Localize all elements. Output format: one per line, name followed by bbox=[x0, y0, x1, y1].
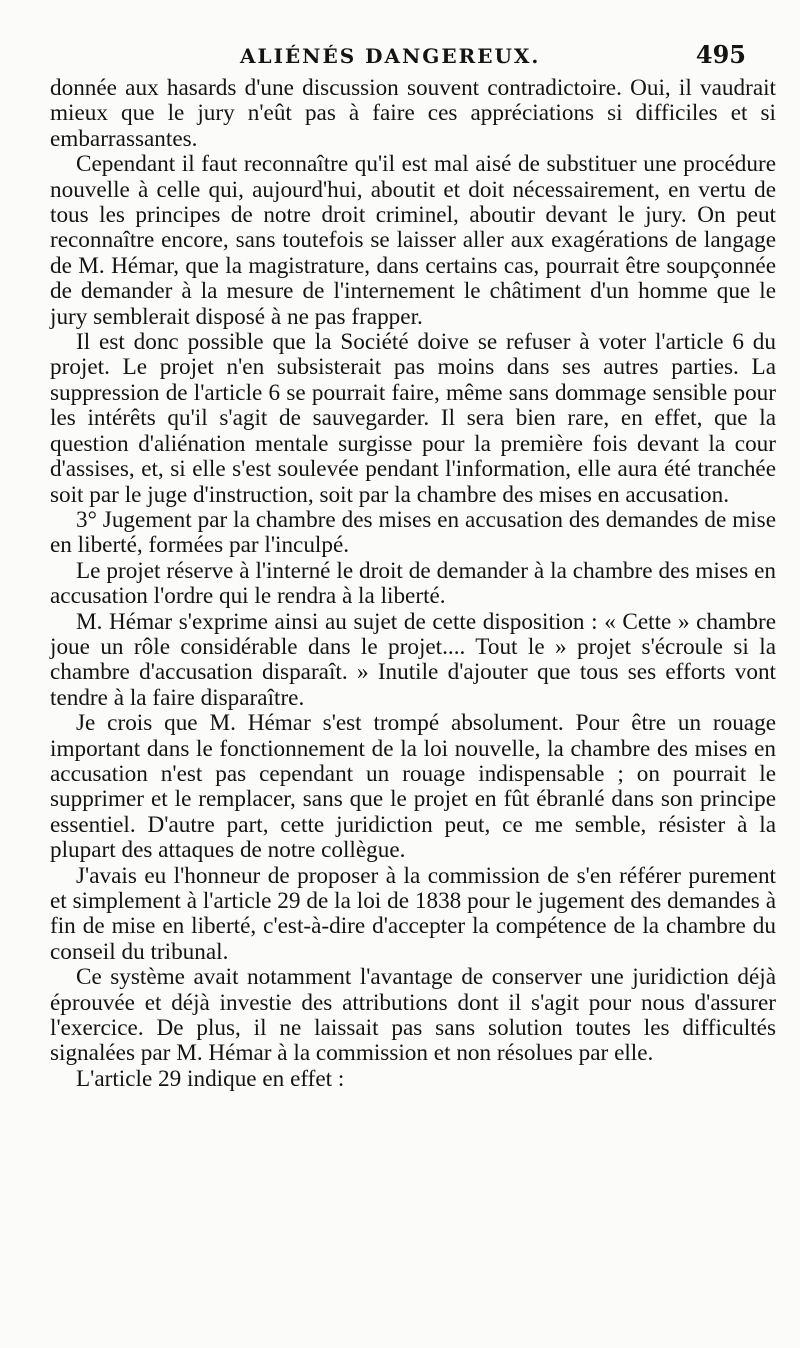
paragraph: Je crois que M. Hémar s'est trompé absolument. Pour être un rouage important dans le fonctionnement de la loi nouvelle, la chambre des mises en accusation n'est pas cependant un rouage indispensable ; on pourrait le supprimer et le remplacer, sans que le projet en fût ébranlé dans son principe essentiel. D'autre part, cette juridiction peut, ce me semble, résister à la plupart des attaques de notre collègue. bbox=[50, 710, 776, 864]
running-title: ALIÉNÉS DANGEREUX. bbox=[240, 44, 541, 68]
page-number: 495 bbox=[695, 40, 746, 69]
paragraph: Ce système avait notamment l'avantage de conserver une juridiction déjà éprouvée et déjà investie des attributions dont il s'agit pour nous d'assurer l'exercice. De plus, il ne laissait pas sans solution toutes les difficultés signalées par M. Hémar à la commission et non résolues par elle. bbox=[50, 964, 776, 1067]
paragraph: J'avais eu l'honneur de proposer à la commission de s'en référer purement et simplement à l'article 29 de la loi de 1838 pour le jugement des demandes à fin de mise en liberté, c'est-à-dire d'accepter la compétence de la chambre du conseil du tribunal. bbox=[50, 862, 776, 965]
paragraph: Le projet réserve à l'interné le droit de demander à la chambre des mises en accusation l'ordre qui le rendra à la liberté. bbox=[50, 557, 776, 610]
paragraph: Il est donc possible que la Société doive se refuser à voter l'article 6 du projet. Le projet n'en subsisterait pas moins dans ses autres parties. La suppression de l'article 6 se pourrait faire, même sans dommage sensible pour les intérêts qu'il s'agit de sauvegarder. Il sera bien rare, en effet, que la question d'aliénation mentale surgisse pour la première fois devant la cour d'assises, et, si elle s'est soulevée pendant l'information, elle aura été tranchée soit par le juge d'instruction, soit par la chambre des mises en accusation. bbox=[50, 329, 776, 508]
section-heading-paragraph: 3° Jugement par la chambre des mises en accusation des demandes de mise en liberté, formées par l'inculpé. bbox=[50, 506, 776, 559]
paragraph: Cependant il faut reconnaître qu'il est mal aisé de substituer une procédure nouvelle à celle qui, aujourd'hui, aboutit et doit nécessairement, en vertu de tous les principes de notre droit criminel, aboutir devant le jury. On peut reconnaître encore, sans toutefois se laisser aller aux exagérations de langage de M. Hémar, que la magistrature, dans certains cas, pourrait être soupçonnée de demander à la mesure de l'internement le châtiment d'un homme que le jury semblerait disposé à ne pas frapper. bbox=[50, 151, 776, 330]
paragraph: L'article 29 indique en effet : bbox=[76, 1065, 345, 1092]
paragraph: M. Hémar s'exprime ainsi au sujet de cette disposition : « Cette » chambre joue un rôle considérable dans le projet.... Tout le » projet s'écroule si la chambre d'accusation disparaît. » Inutile d'ajouter que tous ses efforts vont tendre à la faire disparaître. bbox=[50, 608, 776, 711]
paragraph-continuation: donnée aux hasards d'une discussion souvent contradictoire. Oui, il vaudrait mieux que le jury n'eût pas à faire ces appréciations si difficiles et si embarrassantes. bbox=[50, 75, 776, 152]
running-head bbox=[50, 36, 776, 76]
body-text bbox=[50, 76, 776, 1092]
